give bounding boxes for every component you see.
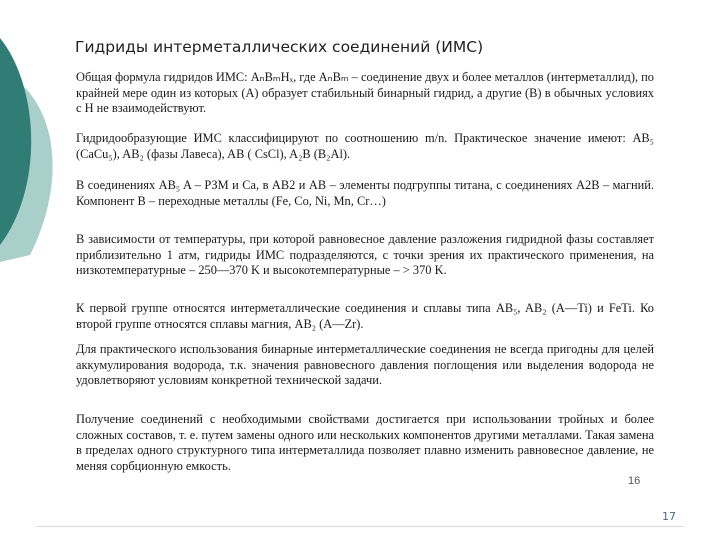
paragraph-compounds: В соединениях AB₅ A – РЗМ и Ca, в AB2 и AB – элементы подгруппы титана, с соединениях A2B – магний. Компонент B – переходные металлы (Fe, Co, Ni, Mn, Cr…) (76, 178, 654, 208)
paragraph-alloys: Получение соединений с необходимыми свойствами достигается при использовании тройных и более сложных составов, т. е. путем замены одного или нескольких компонентов другими металлами. Такая замена в пределах одного структурного типа интерметаллида позволяет плавно изменить равновесное давление, не меняя сорбционную емкость. (76, 412, 654, 473)
slide-decoration (0, 0, 80, 540)
paragraph-temperature: В зависимости от температуры, при которой равновесное давление разложения гидридной фазы составляет приблизительно 1 атм, гидриды ИМС подразделяются, с точки зрения их практического применения, на низкотемпературные – 250—370 K и высокотемпературные – > 370 K. (76, 232, 654, 278)
paragraph-groups: К первой группе относятся интерметаллические соединения и сплавы типа AB₅, AB₂ (A—Ti) и FeTi. Ко второй группе относятся сплавы магния, AB₂ (A—Zr). (76, 301, 654, 331)
paragraph-classification: Гидридообразующие ИМС классифицируют по соотношению m/n. Практическое значение имеют: AB₅ (CaCu₅), AB₂ (фазы Лавеса), AB ( CsCl), A₂B (B₂Al). (76, 131, 654, 161)
slide-number: 17 (662, 510, 676, 523)
footer-divider (36, 526, 684, 527)
inner-page-number: 16 (628, 475, 641, 487)
slide-title: Гидриды интерметаллических соединений (ИМС) (75, 38, 484, 56)
paragraph-general-formula: Общая формула гидридов ИМС: AₙBₘHₓ, где AₙBₘ – соединение двух и более металлов (интерметаллид), по крайней мере один из которых (A) образует стабильный бинарный гидрид, а другие (B) в обычных условиях с H не взаимодействуют. (76, 70, 654, 116)
paragraph-practical-use: Для практического использования бинарные интерметаллические соединения не всегда пригодны для целей аккумулирования водорода, т.к. значения равновесного давления поглощения или выделения водорода не удовлетворяют условиям конкретной технической задачи. (76, 342, 654, 388)
